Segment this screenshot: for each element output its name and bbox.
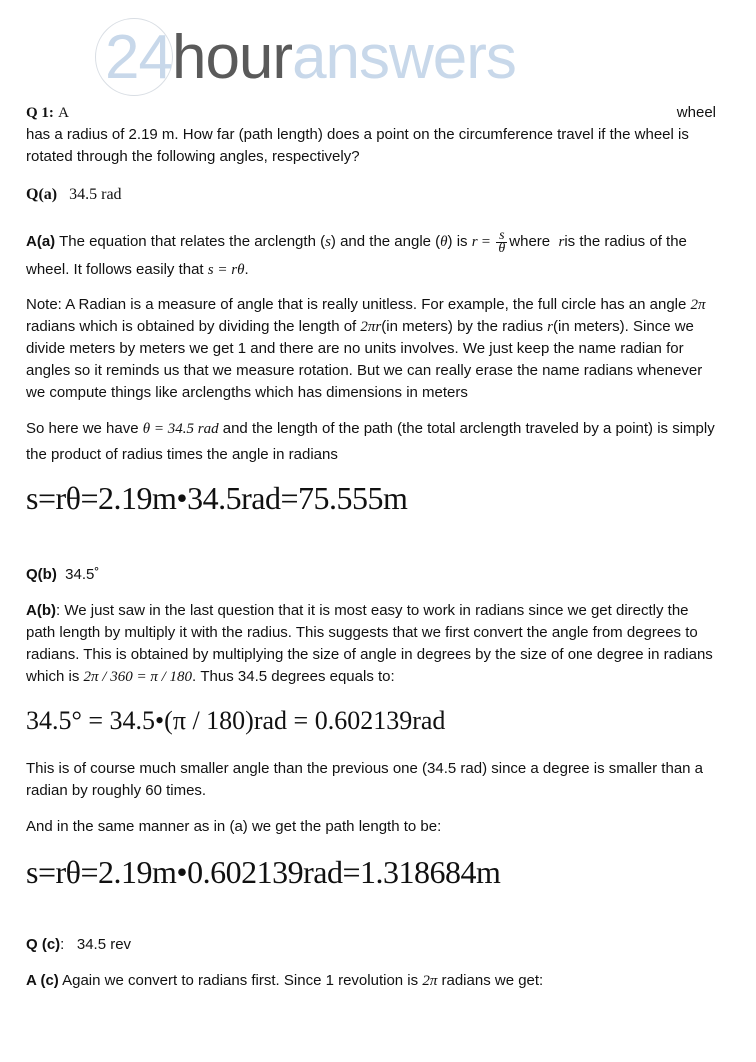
q1-text: has a radius of 2.19 m. How far (path length) does a point on the circumference travel if the wheel is rotated through the following angles, respectively? xyxy=(26,126,689,165)
site-logo xyxy=(95,18,615,98)
note-paragraph xyxy=(26,294,716,404)
qa-label: Q(a) xyxy=(26,186,58,203)
qb-value: 34.5˚ xyxy=(65,566,100,583)
qb-label: Q(b) xyxy=(26,566,57,583)
answer-a xyxy=(26,228,716,284)
answer-b-paragraph-3: And in the same manner as in (a) we get the path length to be: xyxy=(26,818,442,835)
ab-text-1: : We just saw in the last question that it is most easy to work in radians since we get directly the path length by multiply it with the radius. This suggests that we first convert the angle from degrees to radians. This is obtained by multiplying the size of angle in degrees by the size of one degree in radians which is xyxy=(26,602,713,685)
aa-s: s xyxy=(325,234,331,250)
ac-text-1: Again we convert to radians first. Since 1 revolution is xyxy=(58,972,419,989)
aa-eq-r: r xyxy=(471,234,478,250)
qc-value: 34.5 rev xyxy=(76,936,132,953)
aa-text-2: ) and the angle ( xyxy=(330,233,441,250)
aa-eq-equals: = xyxy=(481,234,491,250)
ac-text-2: radians we get: xyxy=(441,972,544,989)
sohere-math-1: θ = 34.5 rad xyxy=(142,421,219,437)
note-math-1: 2π xyxy=(690,297,706,313)
qc-label: Q (c) xyxy=(26,936,61,953)
q1-text-start: A xyxy=(58,105,69,121)
aa-label: A(a) xyxy=(26,233,56,250)
aa-r2: r xyxy=(558,234,565,250)
question-a xyxy=(26,184,716,206)
sohere-text-1: So here we have xyxy=(26,420,139,437)
logo-number: 24 xyxy=(105,23,172,92)
answer-b-paragraph-2: This is of course much smaller angle than the previous one (34.5 rad) since a degree is smaller than a radian by roughly 60 times. xyxy=(26,760,704,799)
aa-fraction xyxy=(496,227,507,256)
logo-word-hour: hour xyxy=(171,23,293,92)
q1-label: Q 1: xyxy=(26,105,54,121)
note-text-2: radians which is obtained by dividing the length of xyxy=(26,318,357,335)
aa-text-6: . xyxy=(244,261,249,278)
ac-label: A (c) xyxy=(26,972,59,989)
ab-math-1: 2π / 360 = π / 180 xyxy=(83,669,193,685)
aa-text-4: where xyxy=(509,233,551,250)
logo-text xyxy=(105,20,516,96)
ab-text-2: . Thus 34.5 degrees equals to: xyxy=(192,668,395,685)
equation-b2: s=rθ=2.19m•0.602139rad=1.318684m xyxy=(26,854,501,890)
note-text-4: (in meters). Since we divide meters by meters we get 1 and there are no units involves. We just keep the name radian for angles so it reminds us that we measure rotation. But we can really erase the name radians whenever we compute things like arclengths which has dimensions in meters xyxy=(26,318,703,401)
ac-math-1: 2π xyxy=(422,973,438,989)
aa-eq2: s = rθ xyxy=(207,262,245,278)
question-b xyxy=(26,564,716,586)
answer-c xyxy=(26,970,716,992)
q1-text-end: wheel xyxy=(676,104,716,121)
aa-text-1: The equation that relates the arclength ( xyxy=(55,233,326,250)
answer-b xyxy=(26,600,716,688)
sohere-text-2: and the length of the path (the total arclength traveled by a point) is simply the product of radius times the angle in radians xyxy=(26,420,715,463)
aa-theta: θ xyxy=(440,234,448,250)
aa-frac-num: s xyxy=(496,230,507,243)
equation-a: s=rθ=2.19m•34.5rad=75.555m xyxy=(26,480,408,516)
question-1 xyxy=(26,102,716,168)
document-body xyxy=(26,100,716,992)
logo-word-answers: answers xyxy=(292,23,516,92)
aa-frac-den: θ xyxy=(498,240,506,256)
qa-value: 34.5 rad xyxy=(69,186,122,203)
aa-text-3: ) is xyxy=(447,233,468,250)
note-math-3: r xyxy=(547,319,553,335)
ab-label: A(b) xyxy=(26,602,56,619)
aa-text-5: is the radius of the wheel. It follows easily that xyxy=(26,233,687,278)
qc-colon: : xyxy=(60,936,65,953)
note-text-3: (in meters) by the radius xyxy=(381,318,543,335)
note-text-1: Note: A Radian is a measure of angle that is really unitless. For example, the full circle has an angle xyxy=(26,296,687,313)
note-math-2: 2πr xyxy=(360,319,382,335)
so-here-paragraph xyxy=(26,416,716,468)
equation-b1: 34.5° = 34.5•(π / 180)rad = 0.602139rad xyxy=(26,706,446,735)
question-c xyxy=(26,934,716,956)
